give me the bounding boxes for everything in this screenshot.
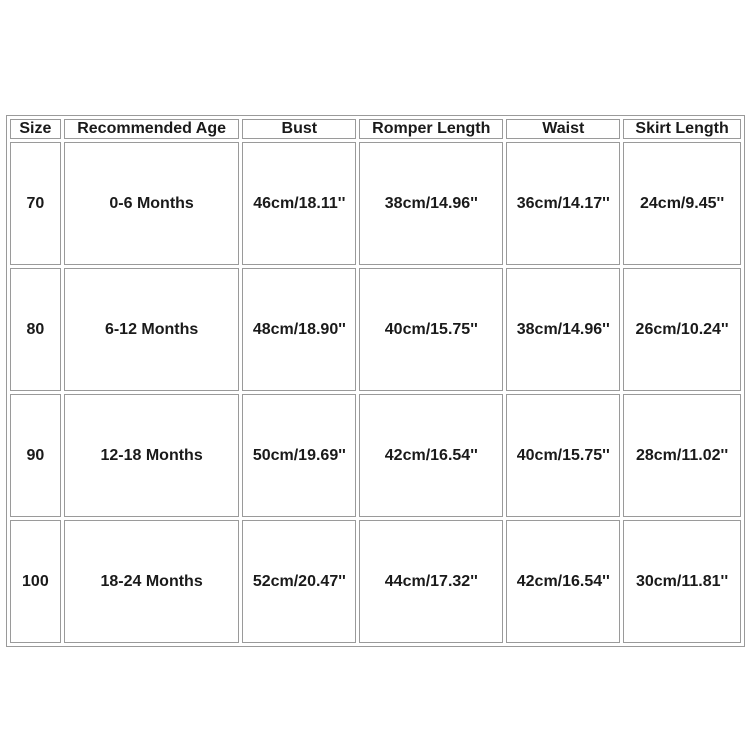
cell-romper-length: 40cm/15.75'' xyxy=(359,268,503,391)
table-row xyxy=(10,394,741,517)
cell-waist: 36cm/14.17'' xyxy=(506,142,620,265)
cell-waist: 42cm/16.54'' xyxy=(506,520,620,643)
cell-bust: 46cm/18.11'' xyxy=(242,142,356,265)
table-row xyxy=(10,520,741,643)
cell-skirt-length: 26cm/10.24'' xyxy=(623,268,741,391)
cell-waist: 40cm/15.75'' xyxy=(506,394,620,517)
header-skirt-length: Skirt Length xyxy=(623,119,741,139)
cell-romper-length: 42cm/16.54'' xyxy=(359,394,503,517)
cell-size: 80 xyxy=(10,268,61,391)
cell-age: 18-24 Months xyxy=(64,520,240,643)
cell-size: 100 xyxy=(10,520,61,643)
cell-romper-length: 38cm/14.96'' xyxy=(359,142,503,265)
cell-skirt-length: 24cm/9.45'' xyxy=(623,142,741,265)
cell-skirt-length: 28cm/11.02'' xyxy=(623,394,741,517)
cell-romper-length: 44cm/17.32'' xyxy=(359,520,503,643)
cell-bust: 52cm/20.47'' xyxy=(242,520,356,643)
header-romper-length: Romper Length xyxy=(359,119,503,139)
cell-bust: 50cm/19.69'' xyxy=(242,394,356,517)
table-row xyxy=(10,268,741,391)
cell-size: 70 xyxy=(10,142,61,265)
header-recommended-age: Recommended Age xyxy=(64,119,240,139)
header-size: Size xyxy=(10,119,61,139)
cell-waist: 38cm/14.96'' xyxy=(506,268,620,391)
table-header-row xyxy=(10,119,741,139)
cell-bust: 48cm/18.90'' xyxy=(242,268,356,391)
cell-skirt-length: 30cm/11.81'' xyxy=(623,520,741,643)
cell-age: 6-12 Months xyxy=(64,268,240,391)
header-bust: Bust xyxy=(242,119,356,139)
cell-age: 12-18 Months xyxy=(64,394,240,517)
cell-age: 0-6 Months xyxy=(64,142,240,265)
table-row xyxy=(10,142,741,265)
cell-size: 90 xyxy=(10,394,61,517)
size-chart-table xyxy=(6,115,745,647)
header-waist: Waist xyxy=(506,119,620,139)
